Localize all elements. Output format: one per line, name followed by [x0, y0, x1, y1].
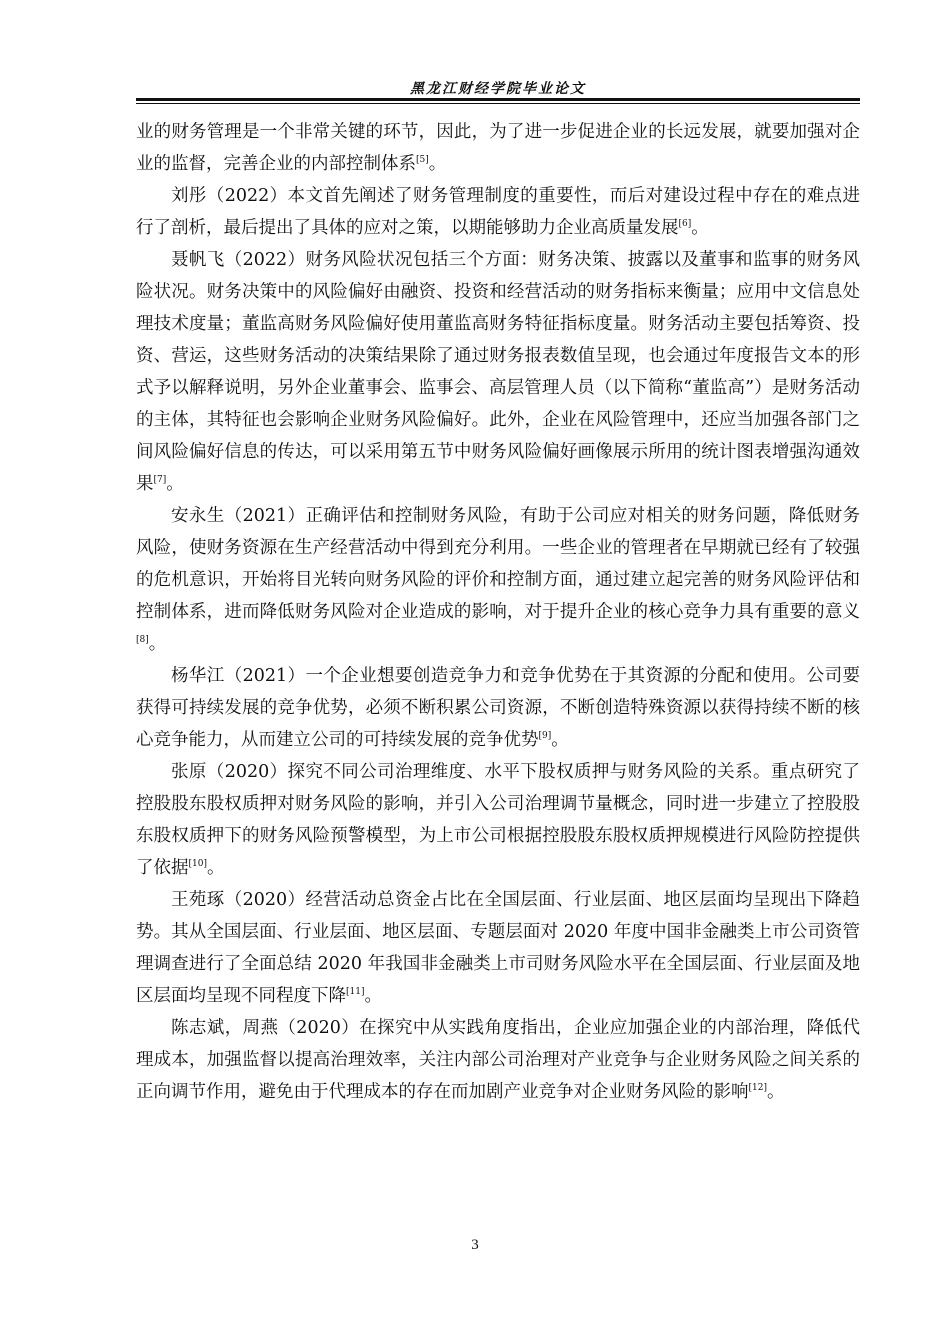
paragraph-zhang-yuan	[136, 756, 860, 884]
paragraph-an-yongsheng	[136, 500, 860, 660]
paragraph-text: 聂帆飞（2022）财务风险状况包括三个方面：财务决策、披露以及董事和监事的财务风险状况。财务决策中的风险偏好由融资、投资和经营活动的财务指标来衡量；应用中文信息处理技术度量；董监高财务风险偏好使用董监高财务特征指标度量。财务活动主要包括筹资、投资、营运，这些财务活动的决策结果除了通过财务报表数值呈现，也会通过年度报告文本的形式予以解释说明，另外企业董事会、监事会、高层管理人员（以下简称“董监高”）是财务活动的主体，其特征也会影响企业财务风险偏好。此外，企业在风险管理中，还应当加强各部门之间风险偏好信息的传达，可以采用第五节中财务风险偏好画像展示所用的统计图表增强沟通效果	[136, 250, 860, 494]
paragraph-text: 杨华江（2021）一个企业想要创造竞争力和竞争优势在于其资源的分配和使用。公司要获得可持续发展的竞争优势，必须不断积累公司资源，不断创造特殊资源以获得持续不断的核心竞争能力，从而建立公司的可持续发展的竞争优势	[136, 666, 860, 750]
paragraph-end: 。	[364, 986, 382, 1006]
citation-ref: [5]	[416, 155, 429, 165]
paragraph-end: 。	[551, 730, 569, 750]
paragraph-continued	[136, 116, 860, 180]
paragraph-end: 。	[148, 634, 167, 654]
paragraph-text: 安永生（2021）正确评估和控制财务风险，有助于公司应对相关的财务问题，降低财务风险，使财务资源在生产经营活动中得到充分利用。一些企业的管理者在早期就已经有了较强的危机意识，开始将目光转向财务风险的评价和控制方面，通过建立起完善的财务风险评估和控制体系，进而降低财务风险对企业造成的影响，对于提升企业的核心竞争力具有重要的意义	[136, 506, 860, 622]
paragraph-text: 王苑琢（2020）经营活动总资金占比在全国层面、行业层面、地区层面均呈现出下降趋势。其从全国层面、行业层面、地区层面、专题层面对 2020 年度中国非金融类上市公司资管理调查进行了全面总结 2020 年我国非金融类上市司财务风险水平在全国层面、行业层面及地区层面均呈现不同程度下降	[136, 890, 860, 1006]
paragraph-end: 。	[766, 1082, 785, 1102]
paragraph-yang-huajiang	[136, 660, 860, 756]
citation-ref: [8]	[136, 635, 149, 645]
page-header	[136, 74, 860, 100]
paragraph-end: 。	[166, 474, 184, 494]
header-title: 黑龙江财经学院毕业论文	[410, 81, 586, 97]
paragraph-liu-tong	[136, 180, 860, 244]
paragraph-end: 。	[428, 154, 447, 174]
paragraph-text: 陈志斌，周燕（2020）在探究中从实践角度指出，企业应加强企业的内部治理，降低代理成本，加强监督以提高治理效率，关注内部公司治理对产业竞争与企业财务风险之间关系的正向调节作用，避免由于代理成本的存在而加剧产业竞争对企业财务风险的影响	[136, 1018, 860, 1102]
paragraph-end: 。	[691, 218, 709, 238]
citation-ref: [7]	[153, 475, 167, 485]
paragraph-chen-zhibin	[136, 1012, 860, 1108]
citation-ref: [6]	[678, 219, 692, 229]
paragraph-wang-yuanzhuo	[136, 884, 860, 1012]
citation-ref: [9]	[538, 731, 552, 741]
citation-ref: [11]	[346, 987, 365, 997]
paragraph-text: 业的财务管理是一个非常关键的环节，因此，为了进一步促进企业的长远发展，就要加强对企业的监督，完善企业的内部控制体系	[136, 122, 860, 174]
paragraph-nie-fanfei	[136, 244, 860, 500]
header-rule-thick	[136, 98, 860, 101]
citation-ref: [10]	[188, 859, 207, 869]
paragraph-text: 刘彤（2022）本文首先阐述了财务管理制度的重要性，而后对建设过程中存在的难点进行了剖析，最后提出了具体的应对之策，以期能够助力企业高质量发展	[136, 186, 860, 238]
page-number: 3	[471, 1237, 479, 1253]
paragraph-end: 。	[206, 858, 225, 878]
paragraph-text: 张原（2020）探究不同公司治理维度、水平下股权质押与财务风险的关系。重点研究了控股股东股权质押对财务风险的影响，并引入公司治理调节量概念，同时进一步建立了控股股东股权质押下的财务风险预警模型，为上市公司根据控股股东股权质押规模进行风险防控提供了依据	[136, 762, 860, 878]
citation-ref: [12]	[748, 1083, 767, 1093]
body-text	[136, 116, 860, 1108]
header-rule-thin	[136, 103, 860, 104]
